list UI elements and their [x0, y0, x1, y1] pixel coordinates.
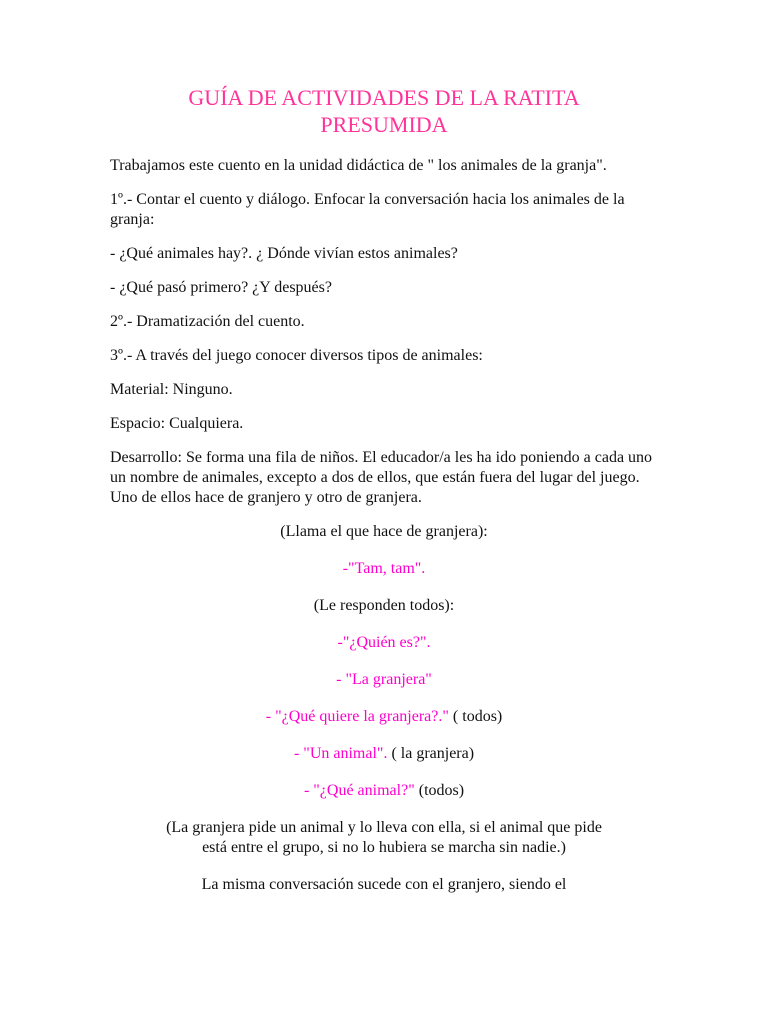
dialogue-line-2: -"Tam, tam".	[342, 560, 426, 577]
dialogue-line-8-speaker: (todos)	[414, 782, 465, 799]
dialogue-line-6-speaker: ( todos)	[448, 708, 503, 725]
dialogue-line-6	[110, 707, 658, 727]
question-1: - ¿Qué animales hay?. ¿ Dónde vivían estos animales?	[110, 245, 458, 262]
material-line: Material: Ninguno.	[110, 381, 233, 398]
step-3-paragraph: 3º.- A través del juego conocer diversos tipos de animales:	[110, 347, 483, 364]
espacio-line: Espacio: Cualquiera.	[110, 415, 244, 432]
closing-line: La misma conversación sucede con el granjero, siendo el	[201, 876, 567, 893]
dialogue-line-3: (Le responden todos):	[313, 597, 455, 614]
dialogue-line-5: - "La granjera"	[336, 671, 432, 688]
dialogue-line-8-quote: - "¿Qué animal?"	[303, 782, 415, 799]
step-2-paragraph: 2º.- Dramatización del cuento.	[110, 313, 305, 330]
dialogue-line-4: -"¿Quién es?".	[337, 634, 431, 651]
question-2: - ¿Qué pasó primero? ¿Y después?	[110, 279, 332, 296]
dialogue-line-8	[110, 781, 658, 801]
dialogue-line-7-quote: - "Un animal".	[293, 745, 388, 762]
step-1-paragraph: 1º.- Contar el cuento y diálogo. Enfocar la conversación hacia los animales de la granja:	[110, 191, 625, 228]
title-line-1: GUÍA DE ACTIVIDADES DE LA RATITA	[188, 85, 580, 110]
desarrollo-paragraph: Desarrollo: Se forma una fila de niños. El educador/a les ha ido poniendo a cada uno un nombre de animales, excepto a dos de ellos, que están fuera del lugar del juego. Uno de ellos hace de granjero y otro de granjera.	[110, 449, 653, 506]
dialogue-line-6-quote: - "¿Qué quiere la granjera?."	[265, 708, 449, 725]
intro-paragraph: Trabajamos este cuento en la unidad didáctica de " los animales de la granja".	[110, 157, 607, 174]
document-title	[110, 84, 658, 138]
title-line-2: PRESUMIDA	[320, 112, 448, 137]
dialogue-line-7-speaker: ( la granjera)	[387, 745, 475, 762]
dialogue-note: (La granjera pide un animal y lo lleva con ella, si el animal que pide está entre el grupo, si no lo hubiera se marcha sin nadie.)	[166, 819, 602, 856]
dialogue-line-1: (Llama el que hace de granjera):	[280, 523, 488, 540]
dialogue-line-7	[110, 744, 658, 764]
